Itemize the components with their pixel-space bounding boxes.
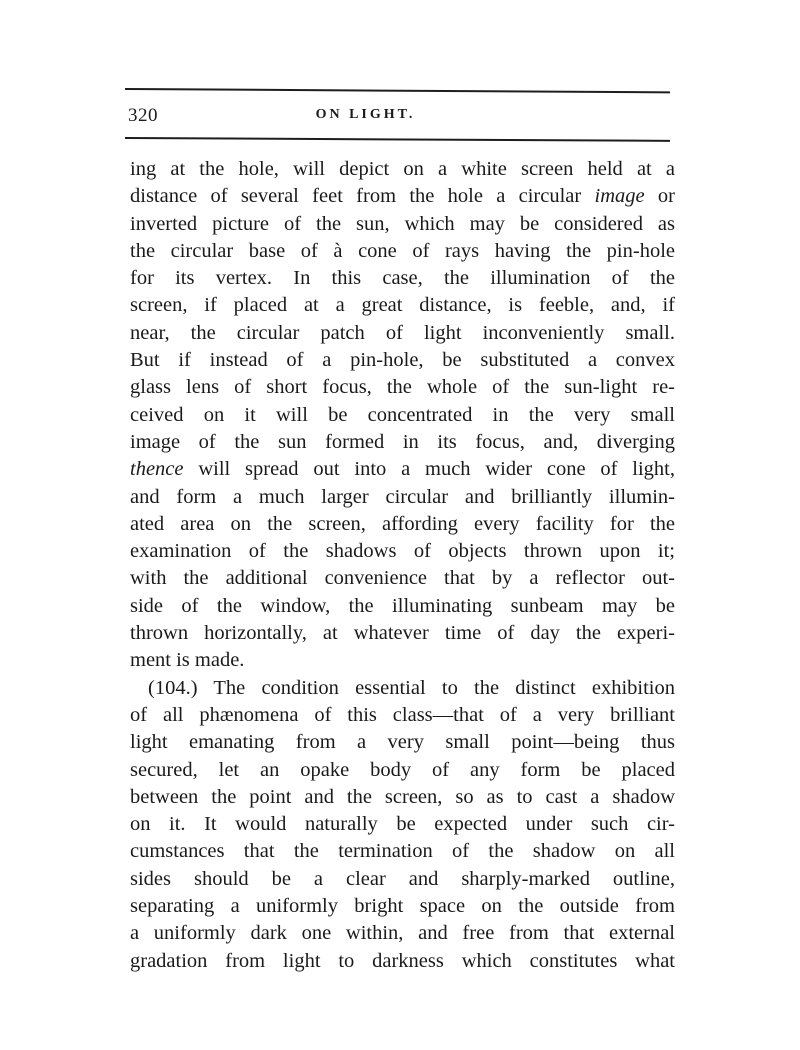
text-line: inverted picture of the sun, which may be considered as xyxy=(130,212,675,235)
text-line: screen, if placed at a great distance, is feeble, and, if xyxy=(130,294,675,317)
text-line: the circular base of à cone of rays having the pin-hole xyxy=(130,239,675,262)
text-line: distance of several feet from the hole a circular image or xyxy=(130,185,676,208)
paragraph xyxy=(130,675,675,975)
text-line: thence will spread out into a much wider cone of light, xyxy=(130,458,675,481)
text-line: ment is made. xyxy=(130,649,245,672)
text-line: separating a uniformly bright space on the outside from xyxy=(130,895,675,918)
text-line: secured, let an opake body of any form be placed xyxy=(130,758,675,781)
text-line: a uniformly dark one within, and free from that external xyxy=(130,922,675,945)
text-line: light emanating from a very small point—being thus xyxy=(130,731,675,754)
text-line: examination of the shadows of objects thrown upon it; xyxy=(130,540,675,563)
text-line: ated area on the screen, affording every facility for the xyxy=(130,512,675,535)
running-head xyxy=(128,105,668,131)
page-number: 320 xyxy=(128,105,158,126)
text-line: sides should be a clear and sharply-marked outline, xyxy=(130,867,675,890)
page-title: ON LIGHT. xyxy=(315,107,416,122)
text-line: side of the window, the illuminating sunbeam may be xyxy=(130,594,675,617)
text-line: on it. It would naturally be expected under such cir- xyxy=(130,813,675,836)
text-line: (104.) The condition essential to the distinct exhibition xyxy=(148,676,675,699)
text-line: glass lens of short focus, the whole of the sun-light re- xyxy=(130,376,675,399)
text-line: of all phænomena of this class—that of a very brilliant xyxy=(130,703,675,726)
text-line: cumstances that the termination of the shadow on all xyxy=(130,840,675,863)
italic-word: thence xyxy=(130,458,184,481)
text-line: thrown horizontally, at whatever time of day the experi- xyxy=(130,622,675,645)
text-line: ing at the hole, will depict on a white screen held at a xyxy=(130,158,675,180)
text-line: image of the sun formed in its focus, and, diverging xyxy=(130,430,675,453)
header-top-rule xyxy=(125,88,670,93)
body-text xyxy=(130,156,675,975)
text-line: with the additional convenience that by a reflector out- xyxy=(130,567,675,590)
paragraph xyxy=(130,156,675,675)
text-line: ceived on it will be concentrated in the very small xyxy=(130,403,675,426)
text-line: for its vertex. In this case, the illumination of the xyxy=(130,267,675,290)
header-bottom-rule xyxy=(125,137,670,142)
text-line: and form a much larger circular and brilliantly illumin- xyxy=(130,485,675,508)
text-line: near, the circular patch of light inconveniently small. xyxy=(130,321,675,344)
italic-word: image xyxy=(594,185,645,208)
text-line: But if instead of a pin-hole, be substituted a convex xyxy=(130,349,675,372)
text-line: between the point and the screen, so as to cast a shadow xyxy=(130,785,675,808)
text-line: gradation from light to darkness which constitutes what xyxy=(130,949,675,972)
